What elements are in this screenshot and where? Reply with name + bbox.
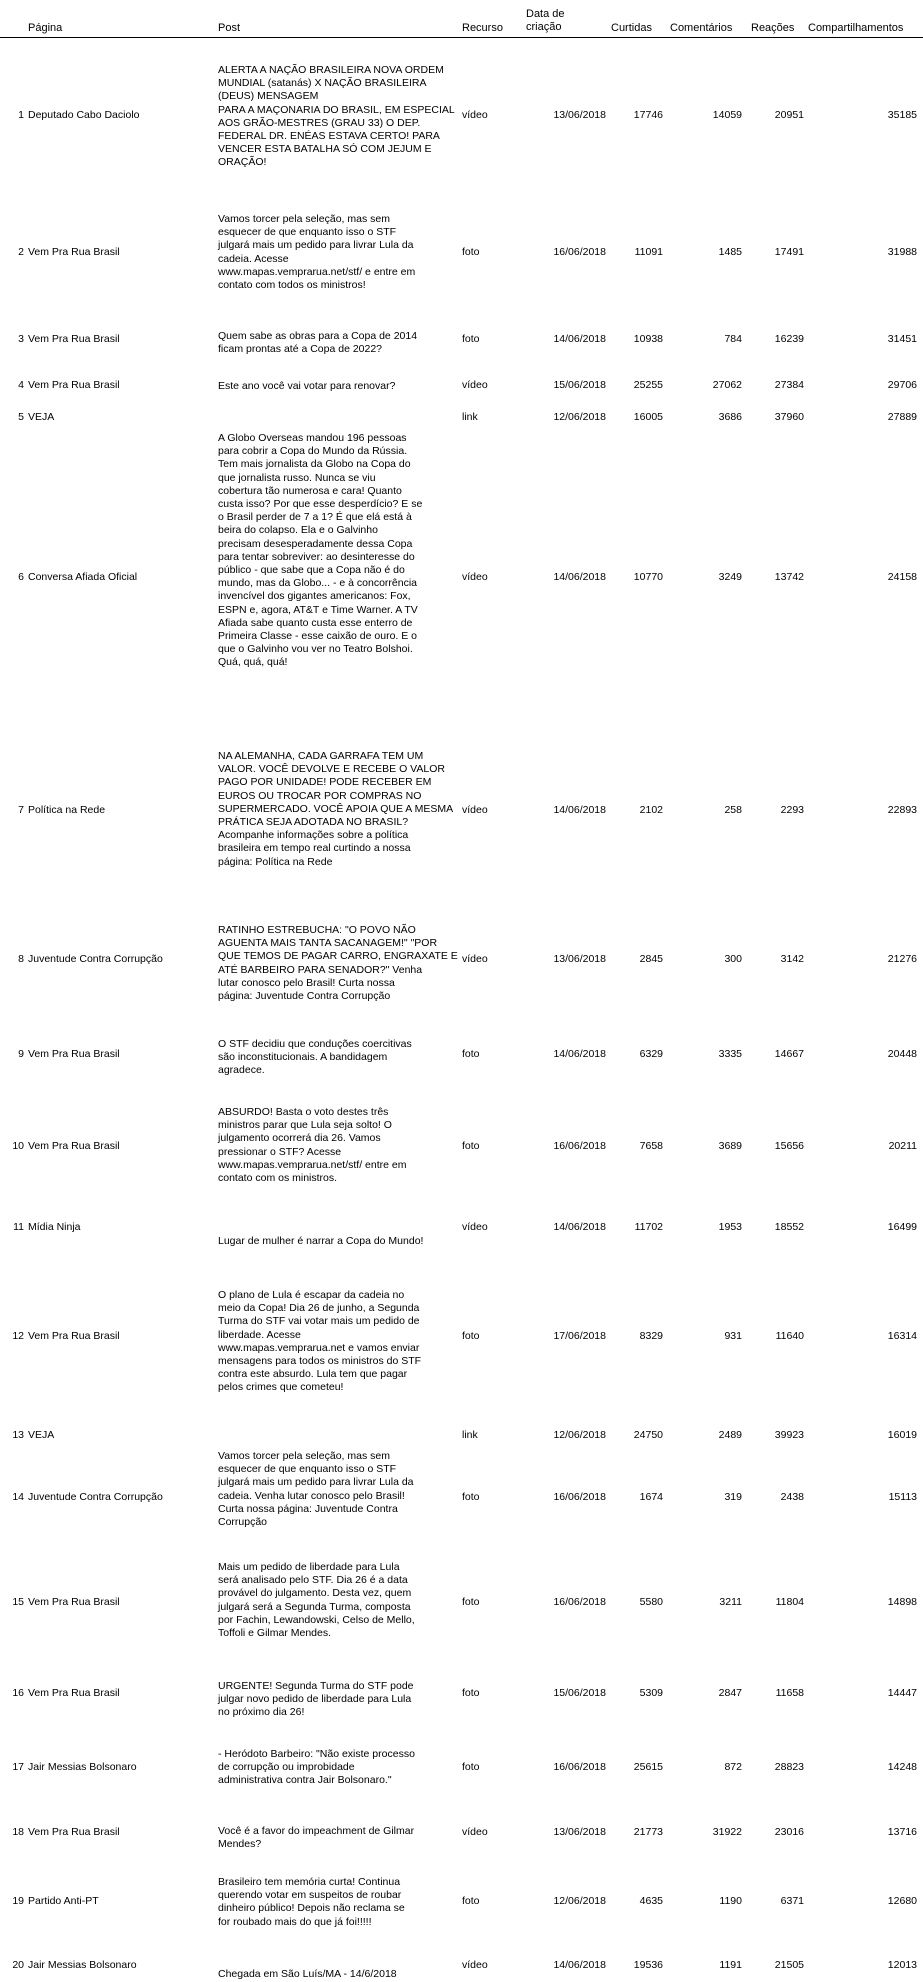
cell-comentarios[interactable]: 1485 bbox=[718, 246, 742, 258]
cell-data[interactable]: 14/06/2018 bbox=[553, 1048, 606, 1060]
cell-post[interactable]: Você é a favor do impeachment de Gilmar Mendes? bbox=[218, 1825, 415, 1851]
cell-recurso[interactable]: foto bbox=[462, 246, 480, 258]
cell-data[interactable]: 14/06/2018 bbox=[553, 571, 606, 583]
cell-reacoes[interactable]: 37960 bbox=[774, 411, 804, 423]
cell-post[interactable]: RATINHO ESTREBUCHA: "O POVO NÃO AGUENTA MAIS TANTA SACANAGEM!" "POR QUE TEMOS DE PAGAR CARRO, ENGRAXATE E ATÉ BARBEIRO PARA SENADOR?" Venha lutar conosco pelo Brasil! Curta nossa página: Juventude Contra Corrupção bbox=[218, 924, 458, 1003]
cell-pagina[interactable]: Vem Pra Rua Brasil bbox=[28, 246, 120, 258]
cell-row-number: 15 bbox=[12, 1596, 24, 1608]
cell-post[interactable]: Quem sabe as obras para a Copa de 2014 ficam prontas até a Copa de 2022? bbox=[218, 330, 418, 356]
cell-row-number: 5 bbox=[18, 411, 24, 423]
cell-recurso[interactable]: vídeo bbox=[462, 1826, 488, 1838]
cell-data[interactable]: 16/06/2018 bbox=[553, 246, 606, 258]
cell-curtidas[interactable]: 25255 bbox=[633, 379, 663, 391]
cell-post[interactable]: URGENTE! Segunda Turma do STF pode julgar novo pedido de liberdade para Lula no próximo dia 26! bbox=[218, 1680, 414, 1719]
cell-comentarios[interactable]: 1191 bbox=[719, 1959, 742, 1971]
cell-pagina[interactable]: Jair Messias Bolsonaro bbox=[28, 1959, 137, 1971]
cell-comentarios[interactable]: 3335 bbox=[718, 1048, 742, 1060]
cell-data[interactable]: 12/06/2018 bbox=[553, 1429, 606, 1441]
cell-pagina[interactable]: Vem Pra Rua Brasil bbox=[28, 1330, 120, 1342]
cell-curtidas[interactable]: 24750 bbox=[633, 1429, 663, 1441]
cell-curtidas[interactable]: 11091 bbox=[634, 246, 663, 258]
cell-recurso[interactable]: link bbox=[462, 411, 478, 423]
cell-compartilhamentos[interactable]: 12013 bbox=[887, 1959, 917, 1971]
cell-data[interactable]: 16/06/2018 bbox=[553, 1596, 606, 1608]
cell-recurso[interactable]: vídeo bbox=[462, 953, 488, 965]
cell-post[interactable]: Vamos torcer pela seleção, mas sem esquecer de que enquanto isso o STF julgará mais um pedido para livrar Lula da cadeia. Venha lutar conosco pelo Brasil! Curta nossa página: Juventude Contra Corrupção bbox=[218, 1450, 414, 1529]
cell-data[interactable]: 13/06/2018 bbox=[553, 953, 606, 965]
cell-row-number: 3 bbox=[18, 333, 24, 345]
cell-comentarios[interactable]: 27062 bbox=[712, 379, 742, 391]
cell-curtidas[interactable]: 21773 bbox=[633, 1826, 663, 1838]
cell-comentarios[interactable]: 300 bbox=[724, 953, 742, 965]
cell-compartilhamentos[interactable]: 12680 bbox=[887, 1895, 917, 1907]
cell-row-number: 17 bbox=[12, 1761, 24, 1773]
cell-recurso[interactable]: vídeo bbox=[462, 109, 488, 121]
cell-row-number: 1 bbox=[18, 109, 24, 121]
cell-compartilhamentos[interactable]: 16314 bbox=[887, 1330, 917, 1342]
cell-row-number: 7 bbox=[18, 804, 24, 816]
cell-reacoes[interactable]: 13742 bbox=[774, 571, 804, 583]
cell-reacoes[interactable]: 23016 bbox=[774, 1826, 804, 1838]
cell-comentarios[interactable]: 14059 bbox=[712, 109, 742, 121]
cell-data[interactable]: 15/06/2018 bbox=[553, 379, 606, 391]
cell-recurso[interactable]: foto bbox=[462, 1687, 480, 1699]
cell-curtidas[interactable]: 2845 bbox=[639, 953, 663, 965]
cell-row-number: 19 bbox=[12, 1895, 24, 1907]
cell-pagina[interactable]: VEJA bbox=[28, 1429, 55, 1441]
cell-recurso[interactable]: foto bbox=[462, 1761, 480, 1773]
cell-compartilhamentos[interactable]: 15113 bbox=[888, 1491, 917, 1503]
cell-recurso[interactable]: vídeo bbox=[462, 804, 488, 816]
cell-curtidas[interactable]: 6329 bbox=[639, 1048, 663, 1060]
cell-data[interactable]: 12/06/2018 bbox=[553, 411, 606, 423]
cell-recurso[interactable]: foto bbox=[462, 1895, 480, 1907]
cell-data[interactable]: 12/06/2018 bbox=[553, 1895, 606, 1907]
cell-post[interactable]: Vamos torcer pela seleção, mas sem esquecer de que enquanto isso o STF julgará mais um pedido para livrar Lula da cadeia. Acesse www.mapas.vemprarua.net/stf/ e entre em contato com todos os ministros! bbox=[218, 213, 416, 292]
cell-compartilhamentos[interactable]: 16499 bbox=[887, 1221, 917, 1233]
cell-compartilhamentos[interactable]: 14447 bbox=[887, 1687, 917, 1699]
header-comentarios[interactable]: Comentários bbox=[670, 22, 733, 34]
cell-reacoes[interactable]: 18552 bbox=[774, 1221, 804, 1233]
cell-row-number: 6 bbox=[18, 571, 24, 583]
cell-data[interactable]: 13/06/2018 bbox=[553, 109, 606, 121]
cell-curtidas[interactable]: 10770 bbox=[633, 571, 663, 583]
cell-post[interactable]: ALERTA A NAÇÃO BRASILEIRA NOVA ORDEM MUNDIAL (satanás) X NAÇÃO BRASILEIRA (DEUS) MENSAGEM PARA A MAÇONARIA DO BRASIL, EM ESPECIAL AOS GRÃO-MESTRES (GRAU 33) O DEP. FEDERAL DR. ENÉAS ESTAVA CERTO! PARA VENCER ESTA BATALHA SÓ COM JEJUM E ORAÇÃO! bbox=[218, 64, 455, 169]
cell-comentarios[interactable]: 931 bbox=[724, 1330, 742, 1342]
cell-curtidas[interactable]: 7658 bbox=[639, 1140, 663, 1152]
cell-curtidas[interactable]: 2102 bbox=[639, 804, 663, 816]
cell-comentarios[interactable]: 2847 bbox=[718, 1687, 742, 1699]
cell-pagina[interactable]: Vem Pra Rua Brasil bbox=[28, 1596, 120, 1608]
cell-recurso[interactable]: foto bbox=[462, 1048, 480, 1060]
cell-reacoes[interactable]: 14667 bbox=[774, 1048, 804, 1060]
cell-curtidas[interactable]: 17746 bbox=[633, 109, 663, 121]
cell-pagina[interactable]: VEJA bbox=[28, 411, 55, 423]
cell-curtidas[interactable]: 25615 bbox=[633, 1761, 663, 1773]
cell-post[interactable]: Lugar de mulher é narrar a Copa do Mundo! bbox=[218, 1235, 424, 1247]
cell-compartilhamentos[interactable]: 21276 bbox=[887, 953, 917, 965]
cell-post[interactable]: O STF decidiu que conduções coercitivas são inconstitucionais. A bandidagem agradece. bbox=[218, 1038, 412, 1077]
cell-curtidas[interactable]: 1674 bbox=[639, 1491, 663, 1503]
header-border bbox=[0, 37, 923, 38]
cell-recurso[interactable]: foto bbox=[462, 1330, 480, 1342]
cell-row-number: 13 bbox=[12, 1429, 24, 1441]
cell-reacoes[interactable]: 3142 bbox=[780, 953, 804, 965]
cell-pagina[interactable]: Deputado Cabo Daciolo bbox=[28, 109, 140, 121]
cell-comentarios[interactable]: 3686 bbox=[718, 411, 742, 423]
cell-compartilhamentos[interactable]: 29706 bbox=[887, 379, 917, 391]
cell-post[interactable]: - Heródoto Barbeiro: "Não existe processo de corrupção ou improbidade administrativa contra Jair Bolsonaro." bbox=[218, 1748, 415, 1787]
cell-compartilhamentos[interactable]: 13716 bbox=[887, 1826, 917, 1838]
cell-pagina[interactable]: Política na Rede bbox=[28, 804, 106, 816]
cell-data[interactable]: 13/06/2018 bbox=[553, 1826, 606, 1838]
cell-reacoes[interactable]: 15656 bbox=[774, 1140, 804, 1152]
cell-reacoes[interactable]: 20951 bbox=[774, 109, 804, 121]
cell-data[interactable]: 14/06/2018 bbox=[553, 804, 606, 816]
cell-data[interactable]: 16/06/2018 bbox=[553, 1491, 606, 1503]
cell-curtidas[interactable]: 5309 bbox=[639, 1687, 663, 1699]
cell-recurso[interactable]: vídeo bbox=[462, 1959, 488, 1971]
cell-curtidas[interactable]: 16005 bbox=[633, 411, 663, 423]
cell-curtidas[interactable]: 19536 bbox=[633, 1959, 663, 1971]
cell-pagina[interactable]: Vem Pra Rua Brasil bbox=[28, 1140, 120, 1152]
cell-post[interactable]: ABSURDO! Basta o voto destes três ministros parar que Lula seja solto! O julgamento ocorrerá dia 26. Vamos pressionar o STF? Acesse www.mapas.vemprarua.net/stf/ entre em contato com os ministros. bbox=[218, 1106, 407, 1185]
cell-post[interactable]: A Globo Overseas mandou 196 pessoas para cobrir a Copa do Mundo da Rússia. Tem mais jornalista da Globo na Copa do que jornalista russo. Nunca se viu cobertura tão numerosa e cara! Quanto custa isso? Por que esse desperdício? E se o Brasil perder de 7 a 1? É que elá está à beira do colapso. Ela e o Galvinho precisam desesperadamente dessa Copa para tentar sobreviver: ao desinteresse do público - que sabe que a Copa não é do mundo, mas da Globo... - e à concorrência invencível dos gigantes americanos: Fox, ESPN e, agora, AT&T e Time Warner. A TV Afiada sabe quanto custa esse enterro de Primeira Classe - esse caixão de ouro. E o que o Galvinho vou ver no Teatro Bolshoi. Quá, quá, quá! bbox=[218, 432, 423, 669]
cell-data[interactable]: 16/06/2018 bbox=[553, 1761, 606, 1773]
cell-data[interactable]: 15/06/2018 bbox=[553, 1687, 606, 1699]
cell-compartilhamentos[interactable]: 22893 bbox=[887, 804, 917, 816]
cell-comentarios[interactable]: 319 bbox=[724, 1491, 742, 1503]
cell-pagina[interactable]: Partido Anti-PT bbox=[28, 1895, 99, 1907]
cell-post[interactable]: Este ano você vai votar para renovar? bbox=[218, 380, 396, 392]
cell-row-number: 8 bbox=[18, 953, 24, 965]
cell-data[interactable]: 14/06/2018 bbox=[553, 1959, 606, 1971]
cell-pagina[interactable]: Jair Messias Bolsonaro bbox=[28, 1761, 137, 1773]
cell-recurso[interactable]: foto bbox=[462, 1596, 480, 1608]
cell-pagina[interactable]: Vem Pra Rua Brasil bbox=[28, 333, 120, 345]
cell-row-number: 9 bbox=[18, 1048, 24, 1060]
cell-pagina[interactable]: Vem Pra Rua Brasil bbox=[28, 1687, 120, 1699]
cell-row-number: 11 bbox=[13, 1221, 24, 1233]
cell-row-number: 2 bbox=[18, 246, 24, 258]
cell-data[interactable]: 14/06/2018 bbox=[553, 333, 606, 345]
cell-recurso[interactable]: foto bbox=[462, 1491, 480, 1503]
cell-pagina[interactable]: Mídia Ninja bbox=[28, 1221, 81, 1233]
cell-row-number: 12 bbox=[12, 1330, 24, 1342]
cell-data[interactable]: 14/06/2018 bbox=[553, 1221, 606, 1233]
cell-row-number: 4 bbox=[18, 379, 24, 391]
cell-compartilhamentos[interactable]: 31988 bbox=[887, 246, 917, 258]
cell-post[interactable]: NA ALEMANHA, CADA GARRAFA TEM UM VALOR. VOCÊ DEVOLVE E RECEBE O VALOR PAGO POR UNIDADE! PODE RECEBER EM EUROS OU TROCAR POR COMPRAS NO SUPERMERCADO. VOCÊ APOIA QUE A MESMA PRÁTICA SEJA ADOTADA NO BRASIL? Acompanhe informações sobre a política brasileira em tempo real curtindo a nossa página: Política na Rede bbox=[218, 750, 454, 868]
cell-row-number: 10 bbox=[12, 1140, 24, 1152]
cell-pagina[interactable]: Juventude Contra Corrupção bbox=[28, 953, 163, 965]
cell-pagina[interactable]: Vem Pra Rua Brasil bbox=[28, 1048, 120, 1060]
cell-reacoes[interactable]: 17491 bbox=[774, 246, 804, 258]
cell-comentarios[interactable]: 1190 bbox=[719, 1895, 742, 1907]
cell-reacoes[interactable]: 11640 bbox=[775, 1330, 804, 1342]
cell-curtidas[interactable]: 8329 bbox=[639, 1330, 663, 1342]
cell-comentarios[interactable]: 872 bbox=[724, 1761, 742, 1773]
cell-curtidas[interactable]: 5580 bbox=[639, 1596, 663, 1608]
cell-post[interactable]: Brasileiro tem memória curta! Continua querendo votar em suspeitos de roubar dinheiro público! Depois não reclama se for roubado mais do que já foi!!!!! bbox=[218, 1876, 405, 1928]
cell-compartilhamentos[interactable]: 16019 bbox=[887, 1429, 917, 1441]
cell-recurso[interactable]: foto bbox=[462, 333, 480, 345]
cell-pagina[interactable]: Vem Pra Rua Brasil bbox=[28, 1826, 120, 1838]
header-data[interactable]: Data de criação bbox=[526, 8, 565, 33]
cell-pagina[interactable]: Juventude Contra Corrupção bbox=[28, 1491, 163, 1503]
cell-comentarios[interactable]: 31922 bbox=[712, 1826, 742, 1838]
cell-row-number: 16 bbox=[12, 1687, 24, 1699]
cell-reacoes[interactable]: 39923 bbox=[774, 1429, 804, 1441]
cell-comentarios[interactable]: 784 bbox=[724, 333, 742, 345]
cell-compartilhamentos[interactable]: 20448 bbox=[887, 1048, 917, 1060]
cell-comentarios[interactable]: 1953 bbox=[718, 1221, 742, 1233]
cell-comentarios[interactable]: 2489 bbox=[718, 1429, 742, 1441]
cell-reacoes[interactable]: 16239 bbox=[774, 333, 804, 345]
cell-compartilhamentos[interactable]: 24158 bbox=[887, 571, 917, 583]
cell-pagina[interactable]: Vem Pra Rua Brasil bbox=[28, 379, 120, 391]
cell-post[interactable]: Chegada em São Luís/MA - 14/6/2018 bbox=[218, 1968, 397, 1980]
cell-row-number: 20 bbox=[12, 1959, 24, 1971]
cell-reacoes[interactable]: 11658 bbox=[775, 1687, 804, 1699]
cell-compartilhamentos[interactable]: 35185 bbox=[887, 109, 917, 121]
cell-comentarios[interactable]: 3211 bbox=[719, 1596, 742, 1608]
cell-reacoes[interactable]: 2438 bbox=[780, 1491, 804, 1503]
header-curtidas[interactable]: Curtidas bbox=[611, 22, 652, 34]
cell-reacoes[interactable]: 2293 bbox=[780, 804, 804, 816]
header-recurso[interactable]: Recurso bbox=[462, 22, 503, 34]
cell-recurso[interactable]: foto bbox=[462, 1140, 480, 1152]
header-post[interactable]: Post bbox=[218, 22, 241, 34]
cell-reacoes[interactable]: 6371 bbox=[780, 1895, 804, 1907]
cell-row-number: 18 bbox=[12, 1826, 24, 1838]
cell-reacoes[interactable]: 27384 bbox=[774, 379, 804, 391]
cell-compartilhamentos[interactable]: 31451 bbox=[887, 333, 917, 345]
cell-comentarios[interactable]: 258 bbox=[724, 804, 742, 816]
cell-recurso[interactable]: vídeo bbox=[462, 571, 488, 583]
cell-reacoes[interactable]: 28823 bbox=[774, 1761, 804, 1773]
cell-post[interactable]: O plano de Lula é escapar da cadeia no meio da Copa! Dia 26 de junho, a Segunda Turma do STF vai votar mais um pedido de liberdade. Acesse www.mapas.vemprarua.net e vamos enviar mensagens para todos os ministros do STF contra este absurdo. Lula tem que pagar pelos crimes que cometeu! bbox=[218, 1289, 422, 1394]
cell-comentarios[interactable]: 3249 bbox=[718, 571, 742, 583]
cell-recurso[interactable]: vídeo bbox=[462, 1221, 488, 1233]
cell-compartilhamentos[interactable]: 20211 bbox=[888, 1140, 917, 1152]
header-pagina[interactable]: Página bbox=[28, 22, 63, 34]
cell-data[interactable]: 16/06/2018 bbox=[553, 1140, 606, 1152]
cell-data[interactable]: 17/06/2018 bbox=[553, 1330, 606, 1342]
cell-comentarios[interactable]: 3689 bbox=[718, 1140, 742, 1152]
cell-post[interactable]: Mais um pedido de liberdade para Lula será analisado pelo STF. Dia 26 é a data provável do julgamento. Desta vez, quem julgará será a Segunda Turma, composta por Fachin, Lewandowski, Celso de Mello, Toffoli e Gilmar Mendes. bbox=[218, 1561, 415, 1640]
cell-pagina[interactable]: Conversa Afiada Oficial bbox=[28, 571, 138, 583]
cell-compartilhamentos[interactable]: 14898 bbox=[887, 1596, 917, 1608]
header-compartilhamentos[interactable]: Compartilhamentos bbox=[808, 22, 904, 34]
cell-compartilhamentos[interactable]: 14248 bbox=[887, 1761, 917, 1773]
cell-reacoes[interactable]: 21505 bbox=[774, 1959, 804, 1971]
cell-compartilhamentos[interactable]: 27889 bbox=[887, 411, 917, 423]
cell-reacoes[interactable]: 11804 bbox=[775, 1596, 804, 1608]
cell-curtidas[interactable]: 4635 bbox=[639, 1895, 663, 1907]
cell-curtidas[interactable]: 10938 bbox=[633, 333, 663, 345]
cell-curtidas[interactable]: 11702 bbox=[634, 1221, 663, 1233]
cell-row-number: 14 bbox=[12, 1491, 24, 1503]
cell-recurso[interactable]: link bbox=[462, 1429, 478, 1441]
cell-recurso[interactable]: vídeo bbox=[462, 379, 488, 391]
header-reacoes[interactable]: Reações bbox=[751, 22, 795, 34]
